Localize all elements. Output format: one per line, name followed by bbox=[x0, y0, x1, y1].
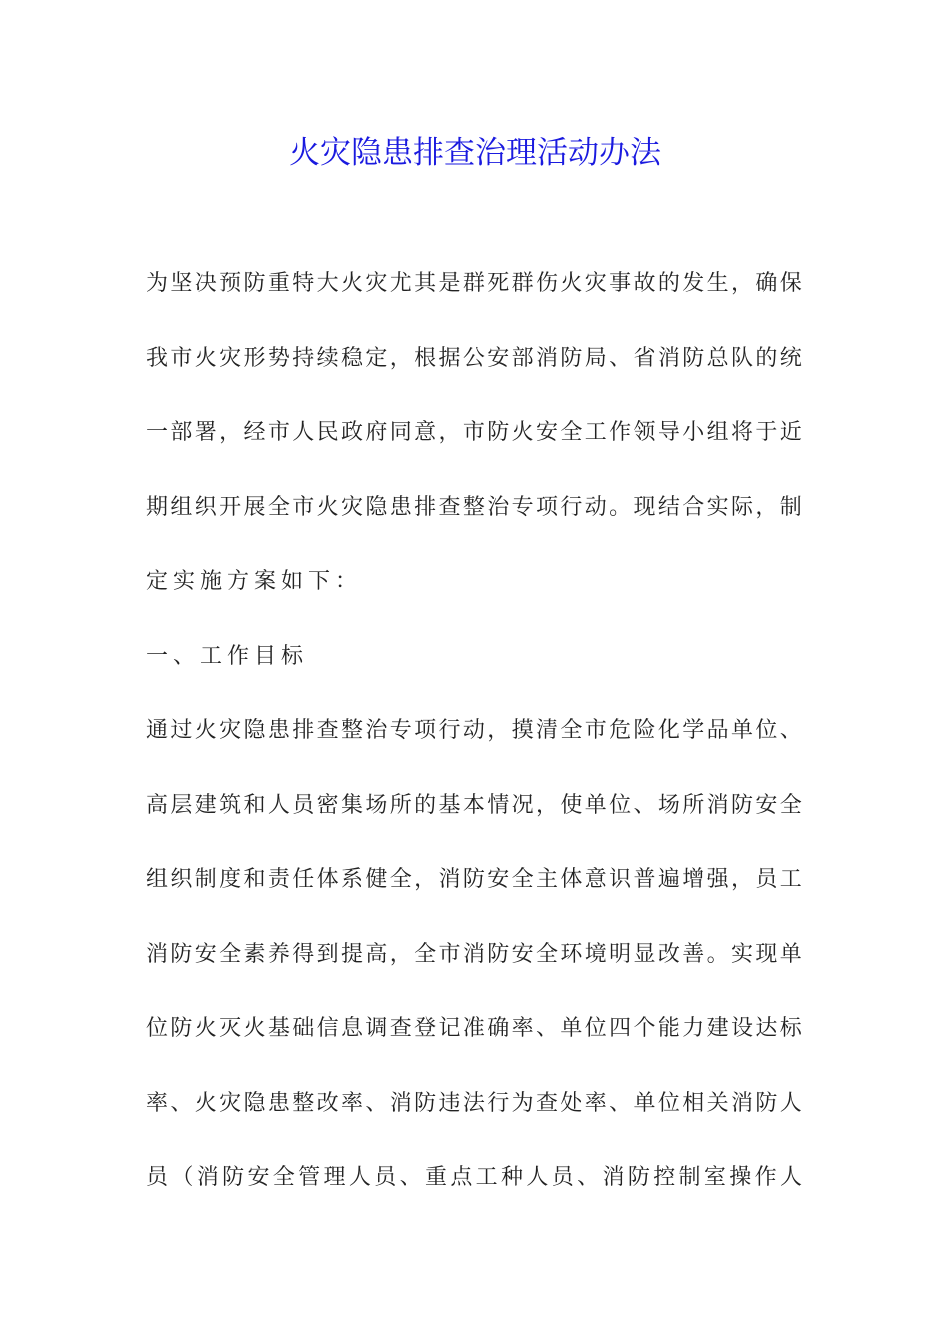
body-line: 为 坚 决 预 防 重 特 大 火 灾 尤 其 是 群 死 群 伤 火 灾 事 故 的 发 生 ， 确 保 bbox=[146, 271, 802, 296]
body-line: 期 组 织 开 展 全 市 火 灾 隐 患 排 查 整 治 专 项 行 动 。 现 结 合 实 际 ， 制 bbox=[146, 495, 802, 520]
body-line: 消 防 安 全 素 养 得 到 提 高 ， 全 市 消 防 安 全 环 境 明 显 改 善 。 实 现 单 bbox=[146, 942, 802, 967]
body-line: 组 织 制 度 和 责 任 体 系 健 全 ， 消 防 安 全 主 体 意 识 普 遍 增 强 ， 员 工 bbox=[146, 867, 802, 892]
body-line: 一 部 署 ， 经 市 人 民 政 府 同 意 ， 市 防 火 安 全 工 作 领 导 小 组 将 于 近 bbox=[146, 420, 802, 445]
body-line: 定实施方案如下： bbox=[146, 569, 363, 594]
body-line: 员 （ 消 防 安 全 管 理 人 员 、 重 点 工 种 人 员 、 消 防 控 制 室 操 作 人 bbox=[146, 1165, 802, 1190]
body-line: 率 、 火 灾 隐 患 整 改 率 、 消 防 违 法 行 为 查 处 率 、 单 位 相 关 消 防 人 bbox=[146, 1091, 802, 1116]
body-line: 通 过 火 灾 隐 患 排 查 整 治 专 项 行 动 ， 摸 清 全 市 危 险 化 学 品 单 位 、 bbox=[146, 718, 802, 743]
body-line: 高 层 建 筑 和 人 员 密 集 场 所 的 基 本 情 况 ， 使 单 位 、 场 所 消 防 安 全 bbox=[146, 793, 802, 818]
body-line: 位 防 火 灭 火 基 础 信 息 调 查 登 记 准 确 率 、 单 位 四 个 能 力 建 设 达 标 bbox=[146, 1016, 802, 1041]
body-line: 我 市 火 灾 形 势 持 续 稳 定 ， 根 据 公 安 部 消 防 局 、 省 消 防 总 队 的 统 bbox=[146, 346, 802, 371]
document-title: 火灾隐患排查治理活动办法 bbox=[289, 135, 661, 171]
section-heading: 一、工作目标 bbox=[146, 644, 309, 669]
